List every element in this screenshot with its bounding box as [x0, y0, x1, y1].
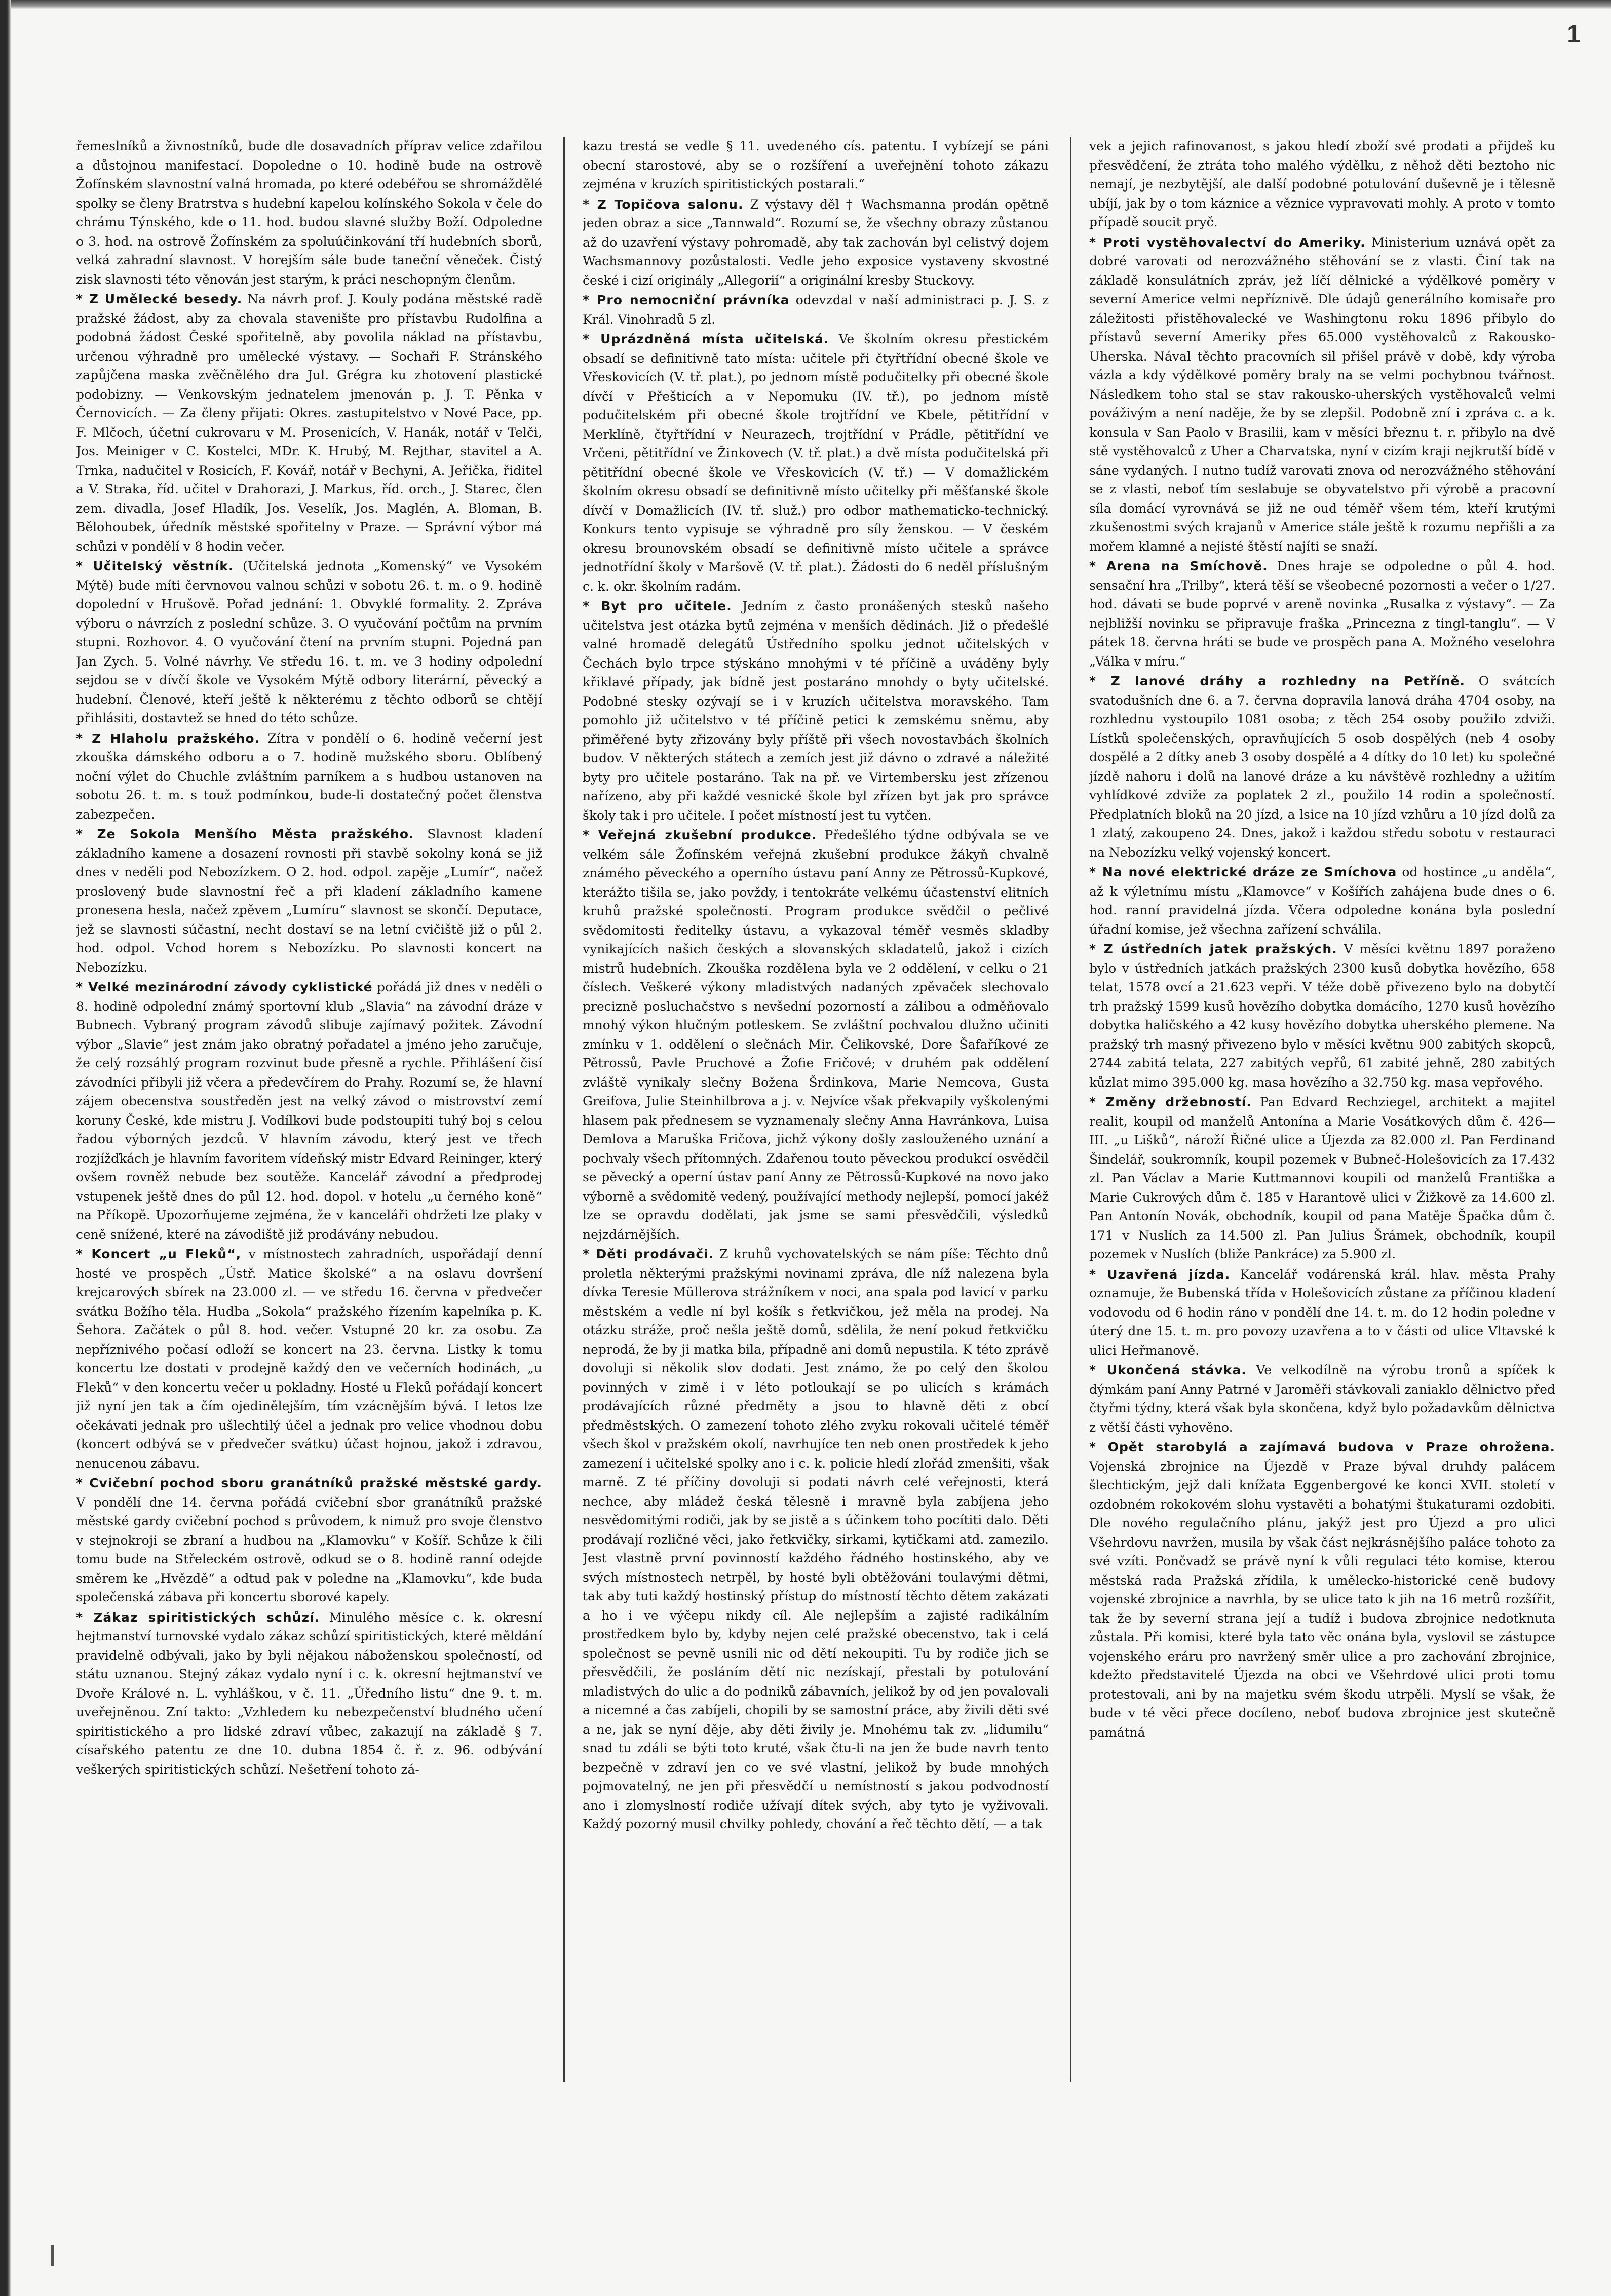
article-text: (Učitelská jednota „Komenský“ ve Vysokém Mýtě) bude míti červnovou valnou schůzi v sobotu 26. t. m. o 9. hodině dopolední v Hrušově. Pořad jednání: 1. Obvyklé formality. 2. Zpráva výboru o návrzích z poslední schůze. 3. O vyučování počtům na prvním stupni. Rozhovor. 4. O vyučování čtení na prvním stupni. Pojedná pan Jan Zych. 5. Volné návrhy. Ve středu 16. t. m. ve 3 hodiny odpolední sejdou se v dívčí škole ve Vysokém Mýtě odbory literární, pěvecký a hudební. Členové, kteří ještě k některému z těchto odborů se chtějí přihlásiti, dostavtež se hned do této schůze. [76, 559, 542, 725]
article-text: Předešlého týdne odbývala se ve velkém sále Žofínském veřejná zkušební produkce žákyň chvalně známého pěveckého a operního ústavu paní Anny ze Pětrossů-Kupkové, kterážto tišila se, jako povždy, i tentokráte velkému účastenství elitních kruhů pražské společnosti. Program produkce svědčil o pečlivé svědomitosti ředitelky ústavu, a vykazoval téměř vesměs skladby vynikajících našich českých a slovanských skladatelů, jakož i cizích mistrů hudebních. Zkouška rozdělena byla ve 2 oddělení, v celku o 21 číslech. Veškeré výkony mladistvých nadaných zpěvaček slechovalo precizně posluchačstvo s nevšední pozorností a zálibou a odměňovalo mnohý výkon hlučným potleskem. Se zvláštní pochvalou dlužno učiniti zmínku v 1. oddělení o slečnách Mir. Čelikovské, Dore Šafaříkové ze Pětrossů, Pavle Pruchové a Žofie Fričové; v druhém pak oddělení zvláště vynikaly slečny Božena Šrdinkova, Marie Nemcova, Gusta Greifova, Julie Steinhilbrova a j. v. Nejvíce však překvapily vyškolenými hlasem pak přednesem se vyznamenaly slečny Anna Havránkova, Luisa Demlova a Maruška Fričova, jichž výkony došly zaslouženého uznání a pochvaly všech přítomných. Zdařenou touto pěveckou produkcí osvědčil se pěvecký a operní ústav paní Anny ze Pětrossů-Kupkové na novo jako výborně a svědomitě vedený, používající methody nejlepší, pomocí jakéž lze se opravdu dodělati, jak jsme se sami přesvědčili, výsledků nejzdárnějších. [583, 828, 1049, 1242]
article-heading: * Opět starobylá a zajímavá budova v Praze ohrožena. [1089, 1440, 1555, 1455]
article [76, 729, 542, 824]
scan-mark [51, 2245, 54, 2266]
scan-left-edge [0, 0, 11, 2296]
article-heading: * Ukončená stávka. [1089, 1363, 1247, 1377]
article [76, 825, 542, 977]
article [1089, 137, 1555, 232]
article-text: Na návrh prof. J. Kouly podána městské radě pražské žádost, aby za chovala stavenište pro přístavbu Rudolfina a podobná žádost České spořitelně, aby povolila náklad na přístavbu, určenou výhradně pro umělecké výstavy. — Sochaři F. Stránského zapůjčena maska zvěčnělého dra Jul. Grégra ku zhotovení plastické podobizny. — Venkovským jednatelem jmenován p. J. T. Pěnka v Černovicích. — Za členy přijati: Okres. zastupitelstvo v Nové Pace, pp. F. Mlčoch, účetní cukrovaru v M. Prosenicích, V. Hanák, notář v Telči, Jos. Meiniger v C. Kostelci, MDr. K. Hrubý, M. Rejthar, stavitel a A. Trnka, nadučitel v Rosicích, F. Kovář, notář v Bechyni, A. Jeřička, řiditel a V. Straka, říd. učitel v Drahorazi, J. Markus, říd. orch., J. Starec, člen zem. divadla, Josef Hladík, Jos. Veselík, Jos. Maglén, A. Bloman, B. Bělohoubek, úředník městské spořitelny v Praze. — Správní výbor má schůzi v pondělí v 8 hodin večer. [76, 292, 542, 554]
article [1089, 1093, 1555, 1264]
article [1089, 233, 1555, 556]
article-text: V pondělí dne 14. června pořádá cvičební sbor granátníků pražské městské gardy cvičební pochod s průvodem, k nimuž pro svoje členstvo v stejnokroji se zbraní a hudbou na „Klamovku“ v Košíř. Schůze k čili tomu bude na Střeleckém ostrově, odkud se o 8. hodině ranní odejde směrem ke „Hvězdě“ a odtud pak v poledne na „Klamovku“, kde buda společenská zábava při koncertu sborové kapely. [76, 1495, 542, 1604]
column-2 [583, 137, 1049, 2082]
article-text: v místnostech zahradních, uspořádají denní hosté ve prospěch „Ústř. Matice školské“ a na oslavu dovršení krejcarových sbírek na 23.000 zl. — ve středu 16. června v předvečer svátku Božího těla. Hudba „Sokola“ pražského řízením kapelníka p. K. Šehora. Začátek o půl 8. hod. večer. Vstupné 20 kr. za osobu. Za nepříznivého počasí odloží se koncert na 23. června. Listky k tomu koncertu lze dostati v prodejně každý den ve večerních hodinách, „u Fleků“ v den koncertu večer u pokladny. Hosté u Fleků pořádají koncert již nyní jen tak a čím ojedinělejším, tím vzácnějším bývá. I letos lze očekávati jednak pro ušlechtilý účel a jednak pro velice vhodnou dobu (koncert odbývá se v předvečer svátku) účast hojnou, jakož i zdravou, nenucenou zábavu. [76, 1247, 542, 1471]
article-text: Z výstavy děl † Wachsmanna prodán opětně jeden obraz a sice „Tannwald“. Rozumí se, že všechny obrazy zůstanou až do uzavření výstavy pohromadě, aby tak zachován byl celistvý dojem Wachsmannovy pozůstalosti. Vedle jeho exposice vystaveny skvostné české i cizí originály „Allegorií“ a originální kresby Stuckovy. [583, 197, 1049, 288]
article-heading: * Uprázdněná místa učitelská. [583, 332, 829, 347]
article-heading: * Z Topičova salonu. [583, 197, 744, 212]
article [1089, 672, 1555, 862]
column-rule [563, 137, 565, 2082]
scan-top-edge [0, 0, 1611, 9]
article-text: od hostince „u anděla“, až k výletnímu místu „Klamovce“ v Košířích zahájena bude dnes o 6. hod. ranní pravidelná jízda. Včera odpoledne konána byla poslední úřadní komise, jež všechna zařízení schválila. [1089, 865, 1555, 937]
article [583, 137, 1049, 194]
article-text: řemeslníků a živnostníků, bude dle dosavadních příprav velice zdařilou a důstojnou manifestací. Dopoledne o 10. hodině bude na ostrově Žofínském slavnostní valná hromada, po které odebéřou se shromáždělé spolky se členy Bratrstva s hudební kapelou kolínského Sokola v čele do chrámu Týnského, kde o 11. hod. budou slavné služby Boží. Odpoledne o 3. hod. na ostrově Žofínském za spoluúčinkování tří hudebních sborů, velká zahradní slavnost. V horejším sále bude taneční věneček. Čistý zisk slavnosti této věnován jest starým, k práci neschopným členům. [76, 139, 542, 287]
article [76, 978, 542, 1244]
article [583, 195, 1049, 290]
column-3 [1089, 137, 1555, 2082]
article [1089, 557, 1555, 671]
article-heading: * Z lanové dráhy a rozhledny na Petříně. [1089, 674, 1465, 688]
article-text: Ve školním okresu přestickém obsadí se definitivně tato místa: učitele při čtyřtřídní obecné škole ve Vřeskovicích (V. tř. plat.), po jednom místě podučitelky při obecné škole dívčí v Přešticích a v Nepomuku (IV. tř.), po jednom místě podučitelském při obecné škole trojtřídní ve Kbele, pětitřídní v Merklíně, čtyřtřídní v Neurazech, trojtřídní v Prádle, pětitřídní ve Vrčeni, pětitřídní ve Žinkovech (V. tř. plat.) a dvě místa podučitelská při pětitřídní obecné škole ve Vřeskovicích (V. tř.) — V domažlickém školním okresu obsadí se definitivně místo učitelky při měšťanské škole dívčí v Domažlicích (IV. tř. služ.) pro odbor mathematicko-technický. Konkurs tento vypisuje se výhradně pro síly ženskou. — V českém okresu brounovském obsadí se definitivně místo učitele a správce jednotřídní školy v Maršově (V. tř. plat.). Žádosti do 6 neděl příslušným c. k. okr. školním radám. [583, 332, 1049, 594]
text-columns [76, 137, 1570, 2082]
article-heading: * Arena na Smíchově. [1089, 559, 1268, 573]
article-heading: * Učitelský věstník. [76, 559, 234, 573]
article-heading: * Cvičební pochod sboru granátníků pražské městské gardy. [76, 1476, 542, 1490]
article-text: Slavnost kladení základního kamene a dosazení rovnosti při stavbě sokolny koná se již dnes v neděli pod Nebozízkem. O 2. hod. odpol. zapěje „Lumír“, načež proslovený bude slavnostní řeč a při kladení základního kamene pronesena hesla, načež zpěvem „Lumíru“ slavnost se skončí. Deputace, jež se slavnosti súčastní, necht dostaví se na letní cvičiště již o půl 2. hod. odpol. Vchod horem s Nebozízku. Po slavnosti koncert na Nebozízku. [76, 827, 542, 975]
article-text: Dnes hraje se odpoledne o půl 4. hod. sensační hra „Trilby“, která těší se všeobecné pozornosti a večer o 1/27. hod. dávati se bude poprvé v areně novinka „Rusalka z výstavy“. — Za nejbližší novinku se připravuje fraška „Princezna z tingl-tanglu“. — V pátek 18. června hráti se bude ve prospěch pana A. Možného veselohra „Válka v míru.“ [1089, 559, 1555, 669]
article [76, 557, 542, 728]
article-text: vek a jejich rafinovanost, s jakou hledí zboží své prodati a přijdeš ku přesvědčení, že ztráta toho malého výdělku, z něhož děti beztoho nic nemají, je nezbytější, ale další podobné potulování duševně je i tělesně ubíjí, jak by o tom káznice a věznice vypravovati mohly. A proto v tomto případě soucit pryč. [1089, 139, 1555, 229]
article [76, 1245, 542, 1473]
article-text: Z kruhů vychovatelských se nám píše: Těchto dnů proletla některými pražskými novinami zpráva, dle níž nalezena byla dívka Teresie Müllerova strážníkem v noci, ana spala pod lavicí v parku městském a vedle ní byl košík s řetkvičkou, jež měla na prodej. Na otázku stráže, proč nešla ještě domů, sdělila, že není pokud řetkvičku neprodá, že by ji matka bila, případně ani domů nepustila. K této zprávě dovoluji si několik slov dodati. Jest známo, že po celý den školou povinných v zimě i v léto potloukají se po ulicích s krámách prodávajících různé předměty a jsou to hlavně děti z obcí předměstských. O zamezení tohoto zlého zvyku rokovali učitelé téměř všech škol v pražském okolí, navrhujíce ten neb onen prostředek k jeho zamezení i učitelské spolky ano i c. k. policie hledí zlořád zmenšiti, však marně. Z té příčiny dovoluji si podati návrh celé veřejnosti, která nechce, aby mládež česká tělesně i mravně byla zabíjena jeho nesvědomitými rodiči, jak by se jistě a s účinkem toho pocítiti dalo. Děti prodávají rozličné věci, jako řetkvičky, sirkami, kytičkami atd. zamezilo. Jest vlastně první povinností každého řádného hostinského, aby ve svých místnostech netrpěl, by hosté byli obtěžováni toulavými dětmi, tak aby tuti každý hostinský přístup do místností těchto dětem zakázati a ho i ve výčepu nikdy cíl. Ale nejlepším a zajisté radikálním prostředkem bylo by, kdyby nejen celé pražské obecenstvo, tak i celá společnost se pevně usnili nic od dětí nekoupiti. Tu by rodiče jich se přesvědčili, že posláním dětí nic nezískají, přestali by potulování mladistvých do ulic a do podniků zábavních, jelikož by od jen povalovali a nicemné a čas zabíjeli, chopili by se samostní práce, aby živili děti své a ne, jak se nyní děje, aby děti živily je. Mnohému tak zv. „lidumilu“ snad tu zdáli se býti toto kruté, však čtu-li na jen že bude navrh tento bezpečně v zdraví jen co ve své vlastní, jelikož by bude mnohých pojmovatelný, ne jen při přesvědčí u nemístností s jakou podvodností ano i zlomyslností rodiče užívají dítek svých, aby tyto je vyživovali. Každý pozorný musil chvilky pohledy, chování a řeč těchto dětí, — a tak [583, 1247, 1049, 1831]
article-text: Ministerium uznává opět za dobré varovati od nerozvážného stěhování se z vlasti. Činí tak na základě konsulátních zpráv, jež líčí dělnické a výdělkové poměry v severní Americe velmi nepříznivě. Dle údajů generálního komisaře pro záležitosti přistěhovalecké ve Washingtonu roku 1896 přibylo do přístavů severní Ameriky přes 65.000 vystěhovalců z Rakousko-Uherska. Nával těchto pracovních sil přišel právě v době, kdy výroba vázla a kdy výdělkové poměry braly na se velmi pochybnou tvářnost. Následkem toho stal se stav rakousko-uherských vystěhovalců velmi pováživým a není naděje, že by se zlepšil. Podobně zní i zpráva c. a k. konsula v San Paolo v Brasilii, kam v měsíci březnu t. r. přibylo na dvě stě vystěhovalců z Uher a Charvatska, nyní v cizím kraji nejkrutší bídě v sáne vydaných. I nutno tudíž varovati znova od nerozvážného stěhování se z vlasti, neboť tím seslabuje se obyvatelstvo při výrobě a pracovní síla domácí vyrovnává se již ne oud téměř všem tém, kteří krutými zkušenostmi svých krajanů v Americe stále ještě k rozumu nepřišli a za mořem klamné a nejisté štěstí najíti se snaží. [1089, 235, 1555, 554]
article-text: Kancelář vodárenská král. hlav. města Prahy oznamuje, že Bubenská třída v Holešovicích zůstane za příčinou kladení vodovodu od 6 hodin ráno v pondělí dne 14. t. m. do 12 hodin poledne v úterý dne 15. t. m. pro povozy uzavřena a to v části od ulice Vltavské k ulici Heřmanově. [1089, 1267, 1555, 1358]
article [583, 291, 1049, 329]
article-heading: * Veřejná zkušební produkce. [583, 828, 817, 843]
article [583, 826, 1049, 1244]
article [1089, 863, 1555, 939]
article-heading: * Změny držebností. [1089, 1095, 1252, 1109]
article-heading: * Z ústředních jatek pražských. [1089, 942, 1337, 956]
article-text: Jedním z často pronášených stesků našeho učitelstva jest otázka bytů zejména v menších dědinách. Již o předešlé valné hromadě delegátů Ústředního spolku jednot učitelských v Čechách bylo trpce stýskáno mnohými v té příčině a uváděny byly křiklavé případy, jak bídně jest postaráno mnohdy o byty učitelské. Podobné stesky ozývají se i v kruzích učitelstva moravského. Tam pomohlo již učitelstvo v té příčině petici k zemskému sněmu, aby přiměřené byty zřizovány byly příště při všech novostavbách školních budov. V některých státech a zemích jest již dávno o zdravé a náležité byty pro učitele postaráno. Tak na př. ve Virtembersku jest zřízenou nařízeno, aby při každé vesnické škole byl zřízen byt jak pro správce školy tak i pro učitele. I počet místností jest tu vytčen. [583, 599, 1049, 823]
article-text: Vojenská zbrojnice na Újezdě v Praze býval druhdy palácem šlechtickým, jejž dali knížata Eggenbergové ke konci XVII. století v ozdobném rokokovém slohu vystavěti a bohatými štukaturami ozdobiti. Dle nového regulačního plánu, jakýž jest pro Újezd a pro ulici Všehrdovu navržen, musila by však část nejkrásnějšího paláce tohoto za své vzíti. Pončvadž se právě nyní k vůli regulaci této komise, kterou městská rada Pražská zřídila, k umělecko-historické ceně budovy vojenské zbrojnice a navrhla, by se ulice tato k jih na 16 metrů rozšířit, tak že by severní strana její a tudíž i budova zbrojnice nedotknuta zůstala. Při komisi, které byla tato věc onána byla, vyslovil se zástupce vojenského eráru pro navržený směr ulice a pro zachování zbrojnice, kdežto představitelé Újezda na obci ve Všehrdové ulici proti tomu protestovali, ani by na majetku svém škodu utrpěli. Myslí se však, že bude v té věci přece docíleno, neboť budova zbrojnice jest skutečně památná [1089, 1459, 1555, 1740]
article-heading: * Zákaz spiritistických schůzí. [76, 1610, 320, 1625]
article [76, 1608, 542, 1779]
article-text: kazu trestá se vedle § 11. uvedeného cís. patentu. I vybízejí se páni obecní starostové, aby se o rozšíření a uveřejnění tohoto zákazu zejména v kruzích spiritistických postarali.“ [583, 139, 1049, 192]
column-rule [1070, 137, 1071, 2082]
article [1089, 1265, 1555, 1360]
article-heading: * Na nové elektrické dráze ze Smíchova [1089, 865, 1397, 879]
article [583, 597, 1049, 825]
article-heading: * Byt pro učitele. [583, 599, 732, 614]
article [583, 330, 1049, 596]
article-text: O svátcích svatodušních dne 6. a 7. června dopravila lanová dráha 4704 osoby, na rozhlednu vystoupilo 1081 osoba; z těch 254 osoby použilo zdviži. Lístků společenských, opravňujících 5 osob dospělých (neb 4 osoby dospělé a 2 dítky aneb 3 osoby dospělé a 4 dítky do 10 let) ku společné jízdě nahoru i dolů na lanové dráze a ku návštěvě rozhledny a užitím vyhlídkové zdviže za poplatek 2 zl., použilo 14 rodin a společností. Předplatních bloků na 20 jízd, a lsice na 10 jízd vzhůru a 10 jízd dolů za 1 zlatý, zakoupeno 24. Dnes, jakož i každou středu sobotu v restauraci na Nebozízku velký vojenský koncert. [1089, 674, 1555, 860]
article-heading: * Z Hlaholu pražského. [76, 731, 260, 746]
page-mark: 1 [1567, 21, 1581, 48]
article [583, 1245, 1049, 1834]
article-heading: * Koncert „u Fleků“, [76, 1247, 242, 1261]
article-text: Minulého měsíce c. k. okresní hejtmanství turnovské vydalo zákaz schůzí spiritistických, které měldání pravidelně odbývali, jako by byli nějakou náboženskou společností, od státu uznanou. Stejný zákaz vydalo nyní i c. k. okresní hejtmanství ve Dvoře Králové n. L. vyhláškou, v č. 11. „Úředního listu“ dne 9. t. m. uveřejněnou. Zní takto: „Vzhledem ku nebezpečenství bludného učení spiritistického a pro lidské zdraví vůbec, zakazují na základě § 7. císařského patentu ze dne 10. dubna 1854 č. ř. z. 96. odbývání veškerých spiritistických schůzí. Nešetření tohoto zá- [76, 1610, 542, 1777]
article-heading: * Ze Sokola Menšího Města pražského. [76, 827, 414, 841]
article-heading: * Velké mezinárodní závody cyklistické [76, 980, 373, 994]
article-text: Ve velkodílně na výrobu tronů a spíček k dýmkám paní Anny Patrné v Jaroměři stávkovali zaniaklo dělnictvo před čtyřmi týdny, která však byla skončena, když bylo požadavkům dělnictva z větší části vyhověno. [1089, 1363, 1555, 1435]
article [1089, 940, 1555, 1092]
article-heading: * Uzavřená jízda. [1089, 1267, 1231, 1282]
article-text: pořádá již dnes v neděli o 8. hodině odpolední známý sportovní klub „Slavia“ na závodní dráze v Bubnech. Vybraný program závodů slibuje zajímavý požitek. Závodní výbor „Slavie“ jest znám jako obratný pořadatel a jméno jeho zaručuje, že celý rozsáhlý program rozvinut bude přesně a rychle. Přihlášení čisí závodníci přibyli již včera a předevčírem do Prahy. Rozumí se, že hlavní zájem obecenstva soustředěn jest na velký závod o mistrovství zemí koruny České, kde mistru J. Vodílkovi bude podstoupiti tuhý boj s celou řadou výborných jezdců. V hlavním závodu, který jest ve třech rozjížďkách je hlavním favoritem vídeňský mistr Edvard Reininger, který ovšem rovněž nebude bez soutěže. Kancelář závodní a předprodej vstupenek ještě dnes do půl 12. hod. dopol. v hotelu „u černého koně“ na Příkopě. Upozorňujeme zejména, že v kanceláři ohdržeti lze plaky v ceně snížené, které na závodiště již prodávány nebudou. [76, 980, 542, 1242]
article [1089, 1361, 1555, 1437]
article-heading: * Děti prodávači. [583, 1247, 714, 1261]
article [76, 290, 542, 556]
article-text: V měsíci květnu 1897 poraženo bylo v ústředních jatkách pražských 2300 kusů dobytka hovězího, 658 telat, 1578 ovcí a 21.623 vepři. V téže době přivezeno bylo na dobytčí trh pražský 1599 kusů hovězího dobytka domácího, 1270 kusů hovězího dobytka haličského a 42 kusy hovězího dobytka uherského plemene. Na pražský trh masný přivezeno bylo v měsíci květnu 900 zabitých skopců, 2744 zabitá telata, 227 zabitých vepřů, 61 zabité jehně, 280 zabitých kůzlat mimo 395.000 kg. masa hovězího a 32.750 kg. masa vepřového. [1089, 942, 1555, 1090]
article [76, 1474, 542, 1607]
article [1089, 1438, 1555, 1742]
article-heading: * Pro nemocniční právníka [583, 293, 790, 308]
article-text: odevzdal v naší administraci p. J. S. z Král. Vinohradů 5 zl. [583, 293, 1049, 327]
article-text: Zítra v pondělí o 6. hodině večerní jest zkouška dámského odboru a o 7. hodině mužského sboru. Oblíbený noční výlet do Chuchle zvláštním parníkem a s hudbou ustanoven na sobotu 26. t. m. s touž podmínkou, bude-li dostatečný počet členstva zabezpečen. [76, 731, 542, 822]
article [76, 137, 542, 289]
column-1 [76, 137, 542, 2082]
article-text: Pan Edvard Rechziegel, architekt a majitel realit, koupil od manželů Antonína a Marie Vosátkových dům č. 426—III. „u Lišků“, nároží Řičné ulice a Újezda za 82.000 zl. Pan Ferdinand Šindelář, soukromník, koupil pozemek v Bubneč-Holešovicích za 17.432 zl. Pan Václav a Marie Kuttmannovi koupili od manželů Františka a Marie Cukrových dům č. 185 v Harantově ulici v Žižkově za 14.600 zl. Pan Antonín Novák, obchodník, koupil od pana Matěje Špačka dům č. 171 v Nuslích za 14.500 zl. Pan Julius Šrámek, obchodník, koupil pozemek v Nuslích (bliže Pankráce) za 5.900 zl. [1089, 1095, 1555, 1261]
article-heading: * Z Umělecké besedy. [76, 292, 243, 307]
article-heading: * Proti vystěhovalectví do Ameriky. [1089, 235, 1366, 250]
